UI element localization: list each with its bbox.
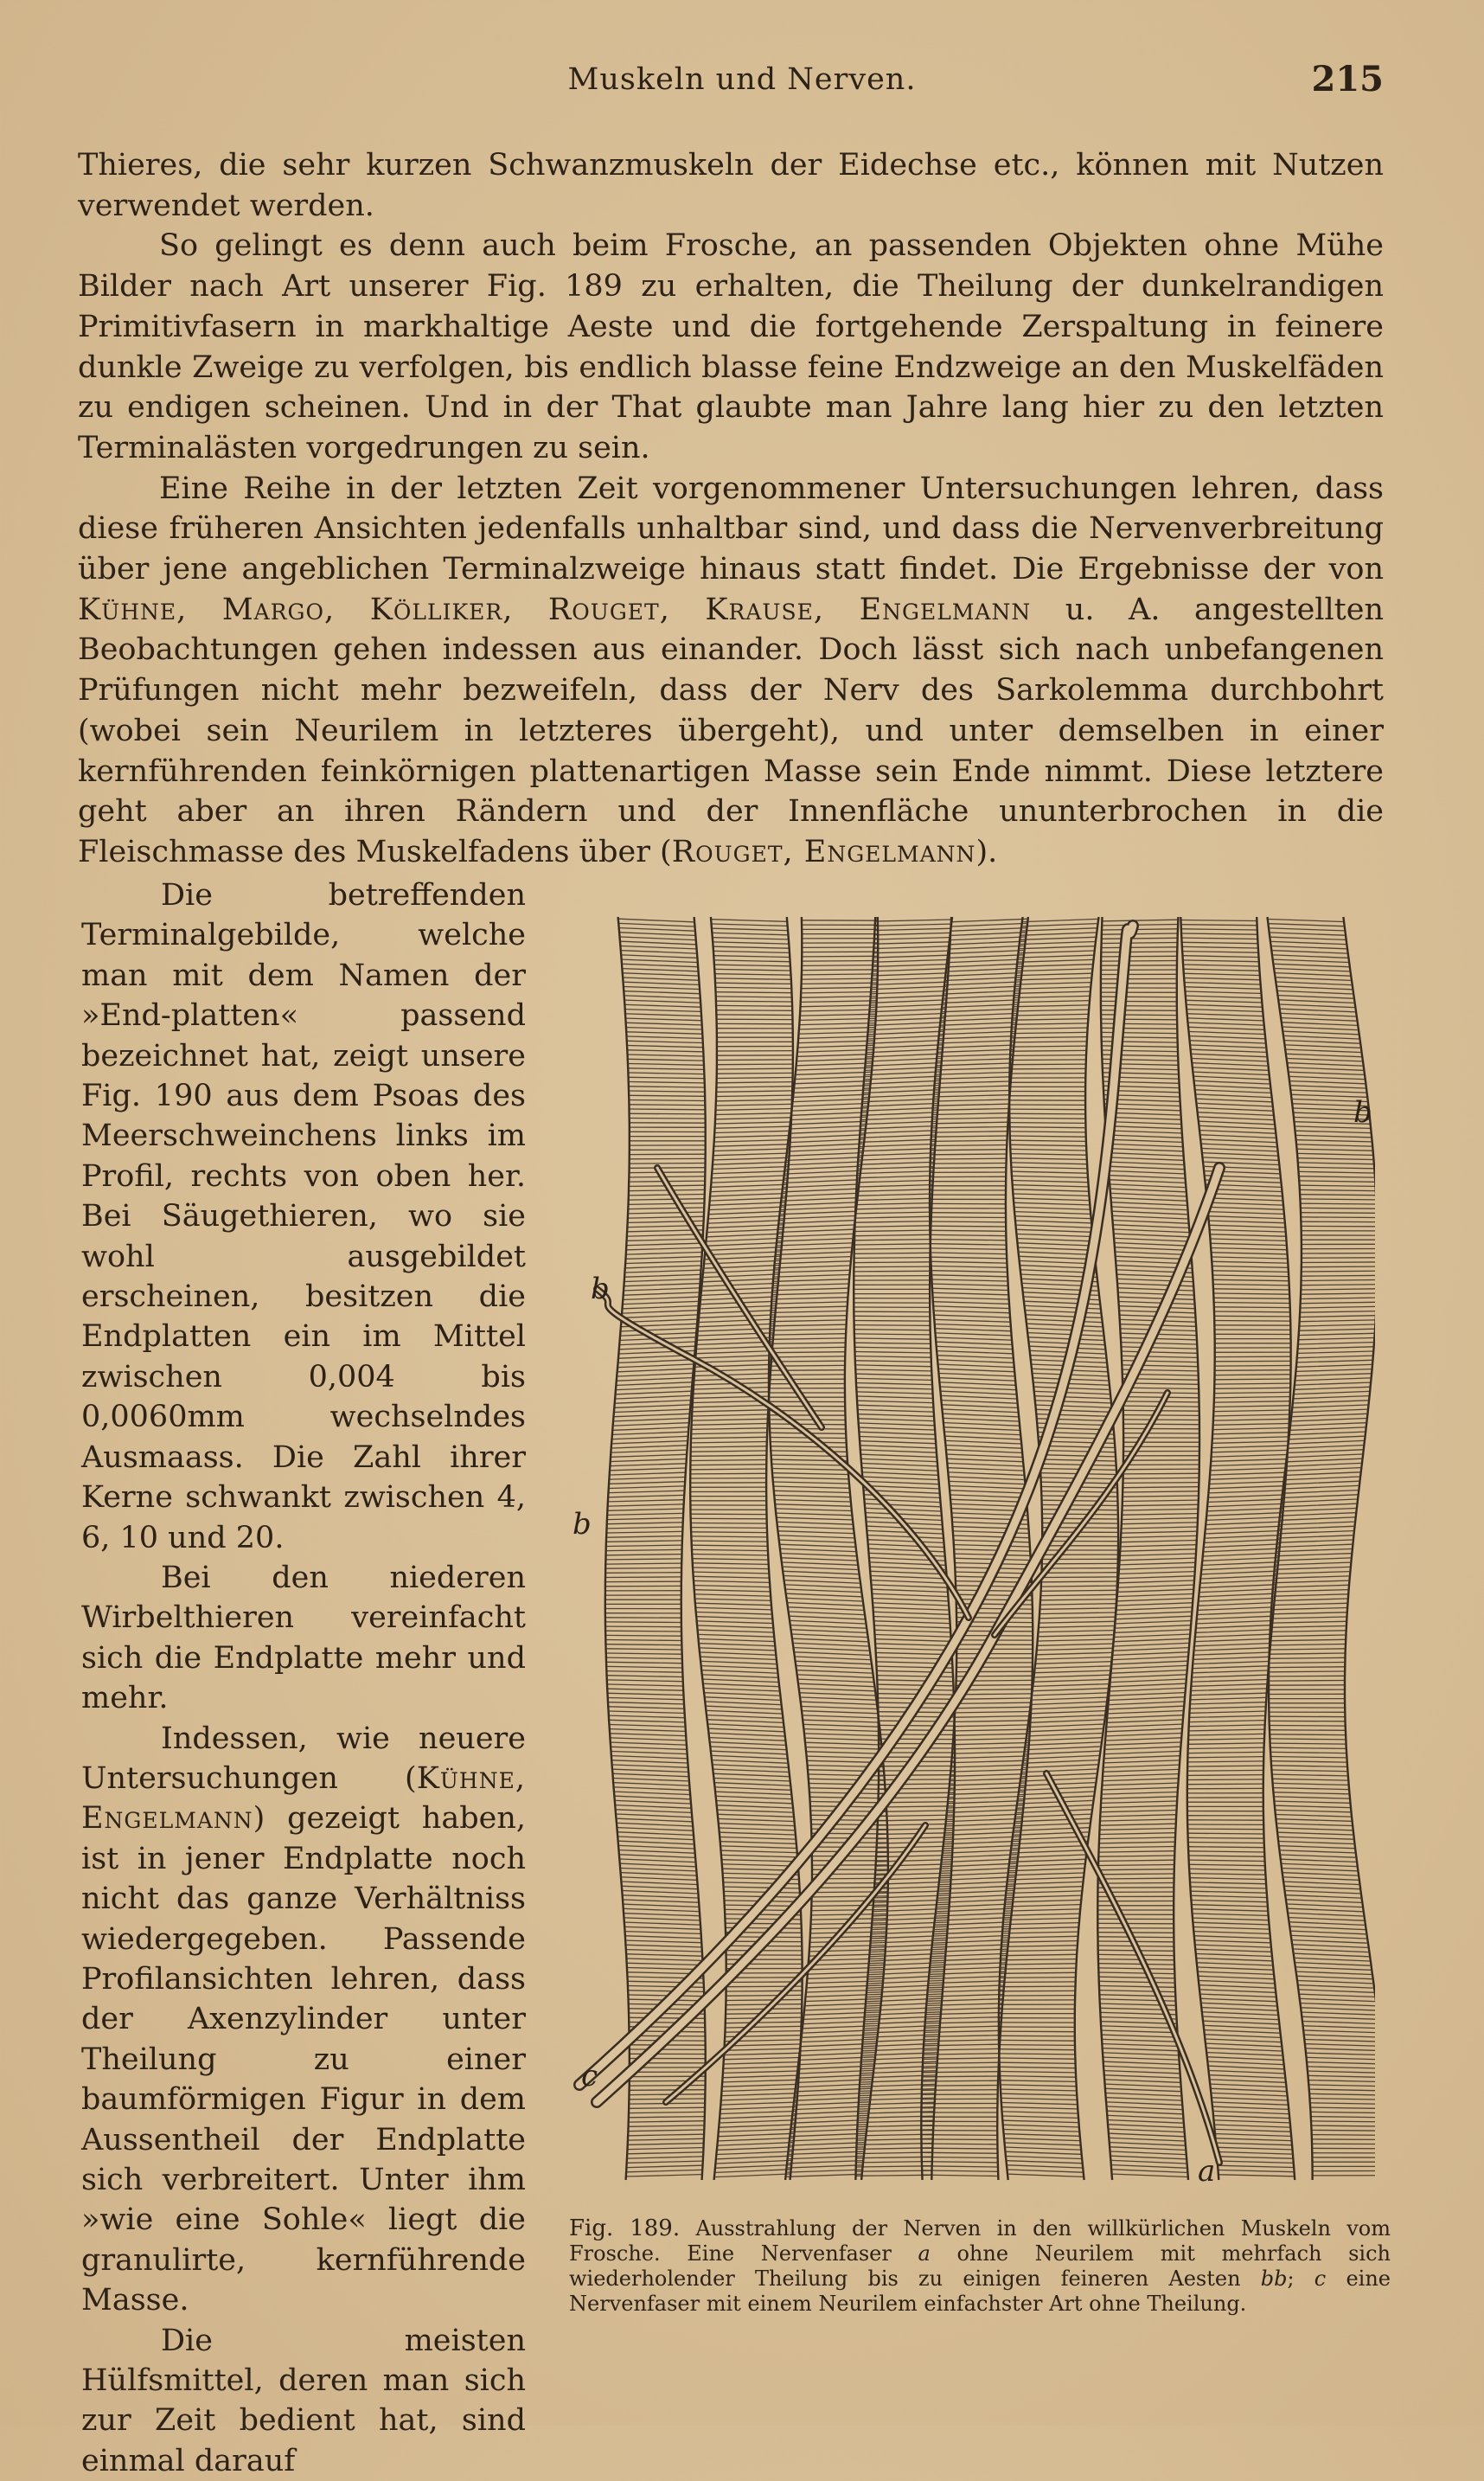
body-text — [78, 145, 1384, 873]
figure-189-nerve-muscle-engraving — [562, 908, 1375, 2206]
paragraph-wirbelthiere: Bei den niederen Wirbelthieren vereinfacht sich die Endplatte mehr und mehr. — [81, 1560, 526, 1716]
label-c: c — [581, 2059, 598, 2093]
paragraph-indessen — [81, 1719, 526, 2321]
label-b-left-lower: b — [572, 1507, 592, 1542]
para3-text-before: Eine Reihe in der letzten Zeit vorgenommener Untersuchungen lehren, dass diese früheren Ansichten jedenfalls unhaltbar sind, und dass die Nervenverbreitung über jene angeblichen Terminalzweige hinaus statt findet. Die Ergebnisse der von — [78, 471, 1384, 587]
caption-label-bb: bb — [1260, 2266, 1288, 2291]
p3-text-after: ) gezeigt haben, ist in jener Endplatte noch nicht das ganze Verhältniss wiedergegeben. Passende Profilansichten lehren, dass der Axenzylinder unter Theilung zu einer baumförmigen Figur in dem Aussentheil der Endplatte sich verbreitert. Unter ihm »wie eine Sohle« liegt die granulirte, kernführende Masse. — [81, 1801, 526, 2318]
caption-text: ohne Neurilem mit mehrfach sich wiederholender Theilung bis zu einigen feineren Aesten — [569, 2241, 1391, 2291]
muscle-fiber — [1180, 917, 1295, 2180]
caption-label-c: c — [1314, 2266, 1327, 2291]
paragraph-untersuchungen — [78, 469, 1384, 873]
caption-text: ; — [1287, 2266, 1314, 2291]
paragraph-huelfsmittel: Die meisten Hülfsmittel, deren man sich zur Zeit bedient hat, sind einmal darauf — [81, 2323, 526, 2478]
label-a: a — [1198, 2154, 1216, 2189]
muscle-fiber — [605, 917, 706, 2180]
p3-author-names: Kühne, Engelmann — [81, 1760, 526, 1837]
para3-author-names: Kühne, Margo, Kölliker, Rouget, Krause, Engelmann — [78, 592, 1032, 627]
caption-text: Ausstrahlung der Nerven in den willkürlichen Muskeln vom Frosche. Eine Nervenfaser — [569, 2216, 1391, 2266]
label-b-left-upper: b — [591, 1272, 610, 1306]
engraving-illustration — [562, 908, 1375, 2206]
para3-text-end: ). — [975, 834, 998, 869]
caption-label-a: a — [918, 2241, 931, 2266]
running-head — [0, 59, 1484, 114]
caption-text: eine Nervenfaser mit einem Neurilem einfachster Art ohne Theilung. — [569, 2266, 1391, 2316]
p3-text-before: Indessen, wie neuere Untersuchungen ( — [81, 1721, 526, 1796]
caption-figure-number: Fig. 189. — [569, 2215, 681, 2241]
left-column-text — [81, 875, 526, 2481]
para3-author-names-2: Rouget, Engelmann — [671, 834, 976, 869]
paragraph-endplatten: Die betreffenden Terminalgebilde, welche man mit dem Namen der »End-platten« passend bezeichnet hat, zeigt unsere Fig. 190 aus dem Psoas des Meerschweinchens links im Profil, rechts von oben her. Bei Säugethieren, wo sie wohl ausgebildet erscheinen, besitzen die Endplatten ein im Mittel zwischen 0,004 bis 0,0060mm wechselndes Ausmaass. Die Zahl ihrer Kerne schwankt zwischen 4, 6, 10 und 20. — [81, 878, 526, 1555]
label-b-right: b — [1353, 1095, 1372, 1130]
page-number: 215 — [1311, 59, 1384, 99]
figure-caption — [569, 2216, 1391, 2317]
running-title: Muskeln und Nerven. — [567, 62, 917, 97]
paragraph-continuation: Thieres, die sehr kurzen Schwanzmuskeln der Eidechse etc., können mit Nutzen verwendet werden. — [78, 148, 1384, 223]
paragraph-frosch: So gelingt es denn auch beim Frosche, an passenden Objekten ohne Mühe Bilder nach Art unserer Fig. 189 zu erhalten, die Theilung der dunkelrandigen Primitivfasern in markhaltige Aeste und die fortgehende Zerspaltung in feinere dunkle Zweige zu verfolgen, bis endlich blasse feine Endzweige an den Muskelfäden zu endigen scheinen. Und in der That glaubte man Jahre lang hier zu den letzten Terminalästen vorgedrungen zu sein. — [78, 228, 1384, 465]
para3-text-middle: u. A. angestellten Beobachtungen gehen indessen aus einander. Doch lässt sich nach unbefangenen Prüfungen nicht mehr bezweifeln, dass der Nerv des Sarkolemma durchbohrt (wobei sein Neurilem in letzteres übergeht), und unter demselben in einer kernführenden feinkörnigen plattenartigen Masse sein Ende nimmt. Diese letztere geht aber an ihren Rändern und der Innenfläche ununterbrochen in die Fleischmasse des Muskelfadens über ( — [78, 592, 1384, 869]
